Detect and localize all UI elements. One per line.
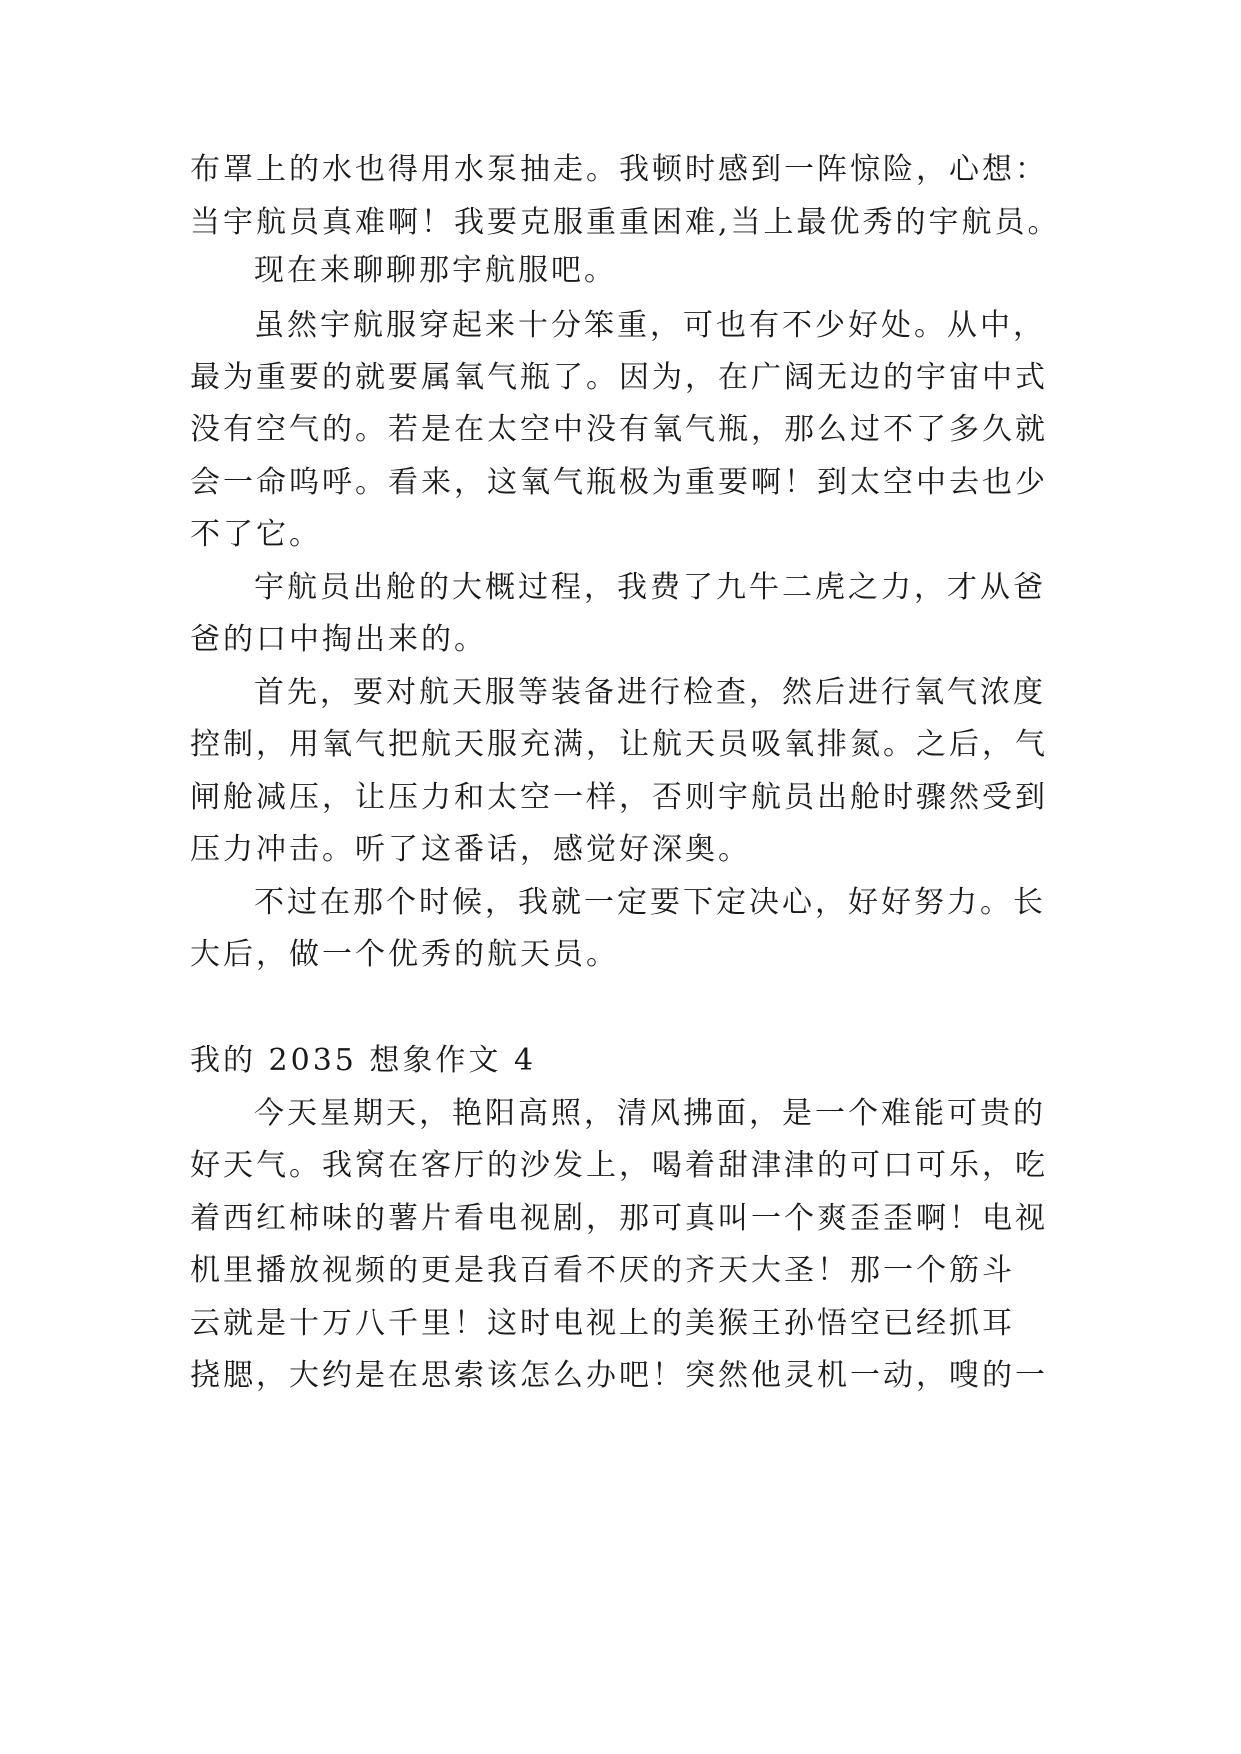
text-line: 闸舱减压，让压力和太空一样，否则宇航员出舱时骤然受到 — [190, 780, 1048, 815]
paragraph-line: 今天星期天，艳阳高照，清风拂面，是一个难能可贵的 — [254, 1096, 1046, 1131]
text-line: 布罩上的水也得用水泵抽走。我顿时感到一阵惊险，心想： — [190, 152, 1048, 187]
paragraph-line: 虽然宇航服穿起来十分笨重，可也有不少好处。从中， — [254, 308, 1046, 343]
text-line: 不了它。 — [190, 517, 322, 552]
text-line: 爸的口中掏出来的。 — [190, 622, 487, 657]
text-line: 压力冲击。听了这番话，感觉好深奥。 — [190, 832, 751, 867]
text-line: 大后，做一个优秀的航天员。 — [190, 937, 619, 972]
text-line: 好天气。我窝在客厅的沙发上，喝着甜津津的可口可乐，吃 — [190, 1148, 1048, 1183]
section-heading: 我的 2035 想象作文 4 — [190, 1043, 537, 1078]
text-line: 云就是十万八千里！这时电视上的美猴王孙悟空已经抓耳 — [190, 1306, 1015, 1341]
paragraph-line: 宇航员出舱的大概过程，我费了九牛二虎之力，才从爸 — [254, 570, 1046, 605]
text-line: 没有空气的。若是在太空中没有氧气瓶，那么过不了多久就 — [190, 412, 1048, 447]
text-line: 会一命呜呼。看来，这氧气瓶极为重要啊！到太空中去也少 — [190, 465, 1048, 500]
text-line: 控制，用氧气把航天服充满，让航天员吸氧排氮。之后，气 — [190, 727, 1048, 762]
paragraph-line: 首先，要对航天服等装备进行检查，然后进行氧气浓度 — [254, 675, 1046, 710]
text-line: 着西红柿味的薯片看电视剧，那可真叫一个爽歪歪啊！电视 — [190, 1201, 1048, 1236]
text-line: 最为重要的就要属氧气瓶了。因为，在广阔无边的宇宙中式 — [190, 360, 1048, 395]
text-line: 挠腮，大约是在思索该怎么办吧！突然他灵机一动，嗖的一 — [190, 1358, 1048, 1393]
paragraph-line: 现在来聊聊那宇航服吧。 — [254, 253, 617, 288]
text-line: 当宇航员真难啊！我要克服重重困难,当上最优秀的宇航员。 — [190, 205, 1061, 240]
text-line: 机里播放视频的更是我百看不厌的齐天大圣！那一个筋斗 — [190, 1253, 1015, 1288]
paragraph-line: 不过在那个时候，我就一定要下定决心，好好努力。长 — [254, 885, 1046, 920]
